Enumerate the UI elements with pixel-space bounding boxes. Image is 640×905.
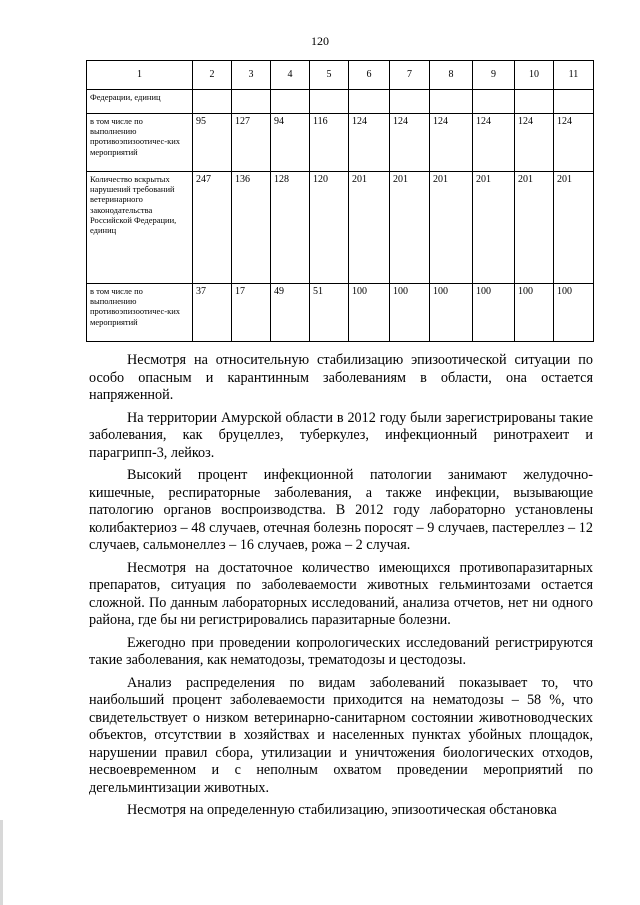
table-cell [390, 90, 430, 114]
table-cell: 124 [515, 114, 554, 172]
table-cell: 201 [554, 172, 594, 284]
table-cell: 124 [390, 114, 430, 172]
page-number: 120 [311, 34, 329, 48]
table-cell: 247 [193, 172, 232, 284]
table-cell [232, 90, 271, 114]
table-row [87, 90, 594, 114]
header-cell: 9 [473, 61, 515, 90]
header-cell: 3 [232, 61, 271, 90]
table-cell [554, 90, 594, 114]
table-cell: 201 [390, 172, 430, 284]
row-label: Федерации, единиц [87, 90, 193, 114]
table-cell: 124 [349, 114, 390, 172]
table-cell: 37 [193, 284, 232, 342]
header-cell: 6 [349, 61, 390, 90]
table-cell: 94 [271, 114, 310, 172]
table-cell: 124 [430, 114, 473, 172]
paragraph: Высокий процент инфекционной патологии занимают желудочно-кишечные, респираторные заболевания, а также инфекции, вызывающие патологию органов воспроизводства. В 2012 году лабораторно установлены колибактериоз – 48 случаев, отечная болезнь поросят – 9 случаев, пастереллез – 12 случаев, сальмонеллез – 16 случаев, рожа – 2 случая. [89, 467, 593, 553]
table-cell: 120 [310, 172, 349, 284]
paragraph: На территории Амурской области в 2012 году были зарегистрированы такие заболевания, как бруцеллез, туберкулез, инфекционный ринотрахеит и парагрипп-3, лейкоз. [89, 409, 593, 461]
header-cell: 1 [87, 61, 193, 90]
table-cell [193, 90, 232, 114]
header-cell: 7 [390, 61, 430, 90]
table-row [87, 172, 594, 284]
scan-edge [0, 820, 3, 905]
paragraph: Несмотря на определенную стабилизацию, эпизоотическая обстановка [127, 802, 557, 818]
table-cell: 17 [232, 284, 271, 342]
table-cell: 124 [473, 114, 515, 172]
table-cell: 100 [349, 284, 390, 342]
paragraph: Анализ распределения по видам заболеваний показывает то, что наибольший процент заболеваемости приходится на нематодозы – 58 %, что свидетельствует о низком ветеринарно-санитарном состоянии животноводческих объектов, отсутствии в хозяйствах и населенных пунктах убойных площадок, нарушении правил сбора, утилизации и уничтожения биологических отходов, несвоевременном и с неполным охватом проведении мероприятий по дегельминтизации животных. [89, 674, 593, 796]
table-cell: 136 [232, 172, 271, 284]
table-cell: 49 [271, 284, 310, 342]
header-cell: 4 [271, 61, 310, 90]
table-cell [473, 90, 515, 114]
table-cell: 51 [310, 284, 349, 342]
table-cell: 201 [349, 172, 390, 284]
table-cell: 100 [554, 284, 594, 342]
table-cell: 124 [554, 114, 594, 172]
row-label: в том числе по выполнению противоэпизоотичес-ких мероприятий [87, 114, 193, 172]
row-label: в том числе по выполнению противоэпизоотичес-ких мероприятий [87, 284, 193, 342]
table-cell: 95 [193, 114, 232, 172]
paragraph: Несмотря на достаточное количество имеющихся противопаразитарных препаратов, ситуация по заболеваемости животных гельминтозами остается сложной. По данным лабораторных исследований, анализа отчетов, нет ни одного района, где бы ни регистрировались паразитарные болезни. [89, 559, 593, 628]
table-cell: 201 [515, 172, 554, 284]
statistics-table [86, 60, 594, 342]
table-cell: 100 [473, 284, 515, 342]
paragraph: Несмотря на относительную стабилизацию эпизоотической ситуации по особо опасным и карантинным заболеваниям в области, она остается напряженной. [89, 352, 593, 403]
body-text [89, 352, 593, 825]
table-row [87, 114, 594, 172]
table-cell: 127 [232, 114, 271, 172]
table-cell: 128 [271, 172, 310, 284]
table-cell: 100 [390, 284, 430, 342]
table-header-row [87, 61, 594, 90]
table-cell [515, 90, 554, 114]
table-cell: 100 [430, 284, 473, 342]
header-cell: 5 [310, 61, 349, 90]
header-cell: 11 [554, 61, 594, 90]
header-cell: 10 [515, 61, 554, 90]
table-cell [349, 90, 390, 114]
paragraph: Ежегодно при проведении копрологических исследований регистрируются такие заболевания, как нематодозы, трематодозы и цестодозы. [89, 634, 593, 668]
table-cell: 201 [430, 172, 473, 284]
table-row [87, 284, 594, 342]
table-cell: 201 [473, 172, 515, 284]
row-label: Количество вскрытых нарушений требований ветеринарного законодательства Российской Федерации, единиц [87, 172, 193, 284]
table-cell: 116 [310, 114, 349, 172]
header-cell: 8 [430, 61, 473, 90]
table-cell [310, 90, 349, 114]
table-cell [430, 90, 473, 114]
table-cell [271, 90, 310, 114]
header-cell: 2 [193, 61, 232, 90]
table-cell: 100 [515, 284, 554, 342]
